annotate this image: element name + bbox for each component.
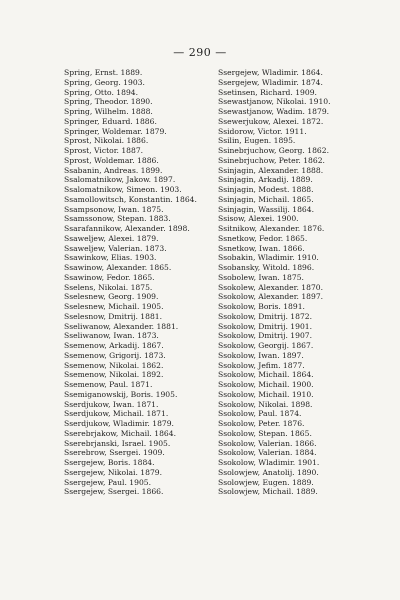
name-entry: Ssawinow, Alexander. 1865.: [64, 263, 172, 272]
name-entry: Sserdjukow, Iwan. 1871.: [64, 399, 159, 409]
name-entry: Ssokolow, Nikolai. 1898.: [218, 399, 313, 409]
name-entry: Ssitnikow, Alexander. 1876.: [218, 224, 325, 233]
name-entry: Sseliwanow, Iwan. 1873.: [64, 331, 159, 341]
name-entry: Ssolowjew, Anatolij. 1890.: [218, 467, 319, 477]
name-entry: Ssaweljew, Alexei. 1879.: [64, 233, 159, 243]
name-entry: Ssokolow, Georgij. 1867.: [218, 341, 314, 350]
name-entry: Ssarafannikow, Alexander. 1898.: [64, 224, 190, 233]
name-entry: Ssampsonow, Iwan. 1875.: [64, 204, 164, 214]
name-entry: Ssolowjew, Eugen. 1889.: [218, 477, 314, 487]
name-entry: Sselesnew, Michail. 1905.: [64, 302, 164, 311]
left-name-column: [64, 68, 212, 497]
name-entry: Sserebrjanski, Israel. 1905.: [64, 438, 171, 448]
name-entry: Sselens, Nikolai. 1875.: [64, 282, 153, 292]
name-entry: Ssetinsen, Richard. 1909.: [218, 87, 317, 97]
name-entry: Ssokolow, Dmitrij. 1907.: [218, 331, 313, 341]
name-entry: Ssemenow, Arkadij. 1867.: [64, 341, 164, 350]
name-entry: Spring, Ernst. 1889.: [64, 68, 143, 77]
name-entry: Ssokolow, Jefim. 1877.: [218, 360, 305, 370]
name-entry: Ssemenow, Grigorij. 1873.: [64, 350, 166, 360]
name-entry: Ssabanin, Andreas. 1899.: [64, 165, 163, 175]
name-entry: Spring, Otto. 1894.: [64, 87, 139, 97]
name-entry: Ssolowjew, Michail. 1889.: [218, 487, 318, 497]
name-entry: Ssokolow, Valerian. 1866.: [218, 438, 317, 448]
name-entry: Ssinjagin, Michail. 1865.: [218, 194, 314, 204]
name-entry: Spring, Wilhelm. 1888.: [64, 107, 153, 116]
name-entry: Sseliwanow, Alexander. 1881.: [64, 321, 179, 331]
name-entry: Ssidorow, Victor. 1911.: [218, 126, 307, 136]
name-entry: Ssokolow, Wladimir. 1901.: [218, 458, 320, 467]
name-entry: Ssilin, Eugen. 1895.: [218, 136, 296, 146]
name-entry: Ssergejew, Ssergei. 1866.: [64, 487, 164, 497]
name-entry: Sprost, Victor. 1887.: [64, 146, 144, 155]
name-entry: Sprost, Woldemar. 1886.: [64, 155, 159, 165]
name-entry: Ssokolow, Valerian. 1884.: [218, 448, 317, 458]
name-entry: Ssawinkow, Elias. 1903.: [64, 253, 157, 263]
name-entry: Ssinjagin, Alexander. 1888.: [218, 165, 324, 175]
name-entry: Ssergejew, Wladimir. 1864.: [218, 68, 323, 77]
name-entry: Spring, Theodor. 1890.: [64, 97, 153, 107]
name-entry: Ssergejew, Nikolai. 1879.: [64, 467, 163, 477]
name-entry: Ssokolow, Dmitrij. 1872.: [218, 311, 313, 321]
name-entry: Ssokolow, Paul. 1874.: [218, 409, 302, 419]
name-entry: Ssergejew, Boris. 1884.: [64, 458, 155, 467]
right-name-column: [218, 68, 368, 497]
name-entry: Ssalomatnikow, Jakow. 1897.: [64, 175, 176, 185]
name-entry: Sserebrow, Ssergei. 1909.: [64, 448, 165, 458]
name-entry: Ssemiganowskij, Boris. 1905.: [64, 389, 178, 399]
name-entry: Ssokolow, Stepan. 1865.: [218, 428, 312, 438]
name-entry: Ssokolow, Alexander. 1897.: [218, 292, 324, 302]
name-entry: Ssokolew, Alexander. 1870.: [218, 282, 324, 292]
name-entry: Ssinebrjuchow, Peter. 1862.: [218, 155, 325, 165]
name-entry: Ssewastjanow, Wadim. 1879.: [218, 107, 330, 116]
name-entry: Ssokolow, Boris. 1891.: [218, 302, 305, 311]
name-entry: Ssergejew, Wladimir. 1874.: [218, 77, 323, 87]
name-entry: Ssokolow, Michail. 1864.: [218, 370, 314, 380]
name-entry: Sselesnow, Dmitrij. 1881.: [64, 311, 163, 321]
name-entry: Ssnetkow, Iwan. 1866.: [218, 243, 305, 253]
name-entry: Sserdjukow, Wladimir. 1879.: [64, 419, 174, 428]
name-entry: Sprost, Nikolai. 1886.: [64, 136, 149, 146]
name-entry: Ssobakin, Wladimir. 1910.: [218, 253, 319, 263]
name-entry: Sserdjukow, Michail. 1871.: [64, 409, 169, 419]
name-entry: Ssawinow, Fedor. 1865.: [64, 272, 155, 282]
name-entry: Ssewastjanow, Nikolai. 1910.: [218, 97, 331, 107]
name-entry: Ssinjagin, Arkadij. 1889.: [218, 175, 313, 185]
name-entry: Ssobolew, Iwan. 1875.: [218, 272, 304, 282]
name-entry: Ssokolow, Michail. 1900.: [218, 380, 314, 389]
name-entry: Ssamssonow, Stepan. 1883.: [64, 214, 171, 224]
name-entry: Ssnetkow, Fedor. 1865.: [218, 233, 308, 243]
name-entry: Ssisow, Alexei. 1900.: [218, 214, 299, 224]
name-entry: Ssokolow, Peter. 1876.: [218, 419, 305, 428]
name-entry: Springer, Eduard. 1886.: [64, 116, 157, 126]
name-entry: Ssobansky, Witold. 1896.: [218, 263, 315, 272]
name-entry: Ssinebrjuchow, Georg. 1862.: [218, 146, 329, 155]
name-entry: Ssewerjukow, Alexei. 1872.: [218, 116, 324, 126]
name-entry: Ssergejew, Paul. 1905.: [64, 477, 152, 487]
name-entry: Sserebrjakow, Michail. 1864.: [64, 428, 176, 438]
name-entry: Ssaweljew, Valerian. 1873.: [64, 243, 167, 253]
name-entry: Ssokolow, Michail. 1910.: [218, 389, 314, 399]
name-entry: Ssamollowitsch, Konstantin. 1864.: [64, 194, 197, 204]
name-entry: Ssinjagin, Modest. 1888.: [218, 185, 314, 194]
name-entry: Ssemenow, Paul. 1871.: [64, 380, 153, 389]
name-entry: Ssemenow, Nikolai. 1892.: [64, 370, 164, 380]
name-entry: Sselesnew, Georg. 1909.: [64, 292, 159, 302]
name-entry: Ssokolow, Dmitrij. 1901.: [218, 321, 313, 331]
name-entry: Springer, Woldemar. 1879.: [64, 126, 167, 136]
page-number: — 290 —: [173, 46, 227, 59]
name-entry: Ssinjagin, Wassilij. 1864.: [218, 204, 314, 214]
name-entry: Spring, Georg. 1903.: [64, 77, 145, 87]
name-entry: Ssemenow, Nikolai. 1862.: [64, 360, 164, 370]
name-entry: Ssokolow, Iwan. 1897.: [218, 350, 304, 360]
name-entry: Ssalomatnikow, Simeon. 1903.: [64, 185, 182, 194]
